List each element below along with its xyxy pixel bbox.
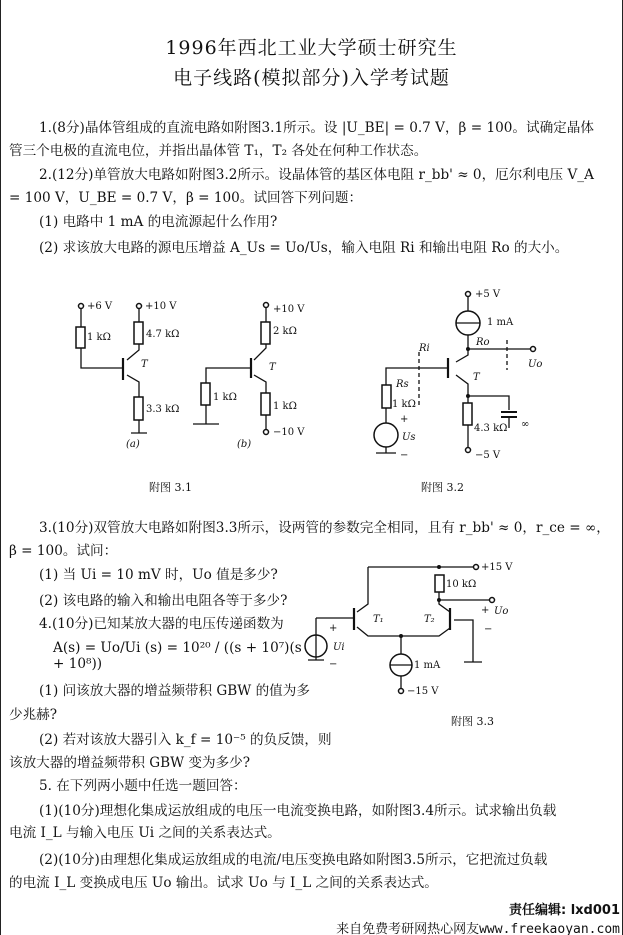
- uo-label: Uo: [494, 606, 509, 617]
- resistor-label: 1 kΩ: [392, 399, 416, 410]
- rs-label: Rs: [396, 379, 409, 390]
- resistor-label: 4.7 kΩ: [146, 329, 180, 340]
- subfigure-label: (a): [126, 439, 140, 450]
- q2-sub-1: (1) 电路中 1 mA 的电流源起什么作用?: [39, 214, 278, 230]
- figure-3-2: [374, 289, 542, 461]
- voltage-label: +10 V: [273, 304, 305, 315]
- voltage-label: −15 V: [407, 686, 439, 697]
- q2-line-1: 2.(12分)单管放大电路如附图3.2所示。设晶体管的基区体电阻 r_bb' ≈ 0，厄尔利电压 V_A: [39, 167, 594, 183]
- voltage-label: +15 V: [481, 562, 513, 573]
- title-line-2: 电子线路(模拟部分)入学考试题: [173, 67, 450, 89]
- resistor-label: 3.3 kΩ: [146, 404, 180, 415]
- uo-label: Uo: [528, 359, 543, 370]
- circuit-figures: [1, 0, 622, 935]
- minus-sign: −: [400, 450, 409, 461]
- transistor-label: T: [269, 362, 276, 373]
- resistor-label: 10 kΩ: [446, 579, 477, 590]
- q5-line-1: 5. 在下列两小题中任选一题回答：: [39, 778, 247, 794]
- resistor-label: 1 kΩ: [213, 392, 237, 403]
- figure-3-3: [305, 562, 513, 697]
- figure-3-1-caption: 附图 3.1: [149, 481, 192, 494]
- ro-label: Ro: [476, 337, 490, 348]
- current-label: 1 mA: [487, 317, 514, 328]
- figure-3-3-caption: 附图 3.3: [451, 715, 494, 728]
- resistor-label: 2 kΩ: [273, 326, 297, 337]
- minus-sign: −: [329, 659, 338, 670]
- q1-line-2: 管三个电极的直流电位，并指出晶体管 T₁，T₂ 各处在何种工作状态。: [9, 143, 428, 159]
- resistor-label: 1 kΩ: [87, 332, 111, 343]
- q3-sub-1: (1) 当 Ui = 10 mV 时，Uo 值是多少?: [39, 567, 278, 583]
- q4-line-1: 4.(10分)已知某放大器的电压传递函数为: [39, 616, 284, 632]
- ui-label: Ui: [333, 642, 345, 653]
- source-credit: 来自免费考研网热心网友www.freekaoyan.com: [336, 922, 620, 935]
- q3-line-1: 3.(10分)双管放大电路如附图3.3所示，设两管的参数完全相同，且有 r_bb' ≈ 0，r_ce = ∞，: [39, 520, 610, 536]
- q4-sub-2: (2) 若对该放大器引入 k_f = 10⁻⁵ 的负反馈，则: [39, 732, 332, 748]
- voltage-label: −5 V: [475, 450, 501, 461]
- plus-sign: +: [400, 414, 409, 425]
- q3-line-2: β = 100。试问：: [9, 543, 118, 559]
- current-label: 1 mA: [414, 660, 441, 671]
- transistor-label: T: [141, 359, 148, 370]
- q3-sub-2: (2) 该电路的输入和输出电阻各等于多少?: [39, 593, 288, 609]
- resistor-label: 4.3 kΩ: [474, 423, 508, 434]
- figure-3-1b: [193, 303, 305, 451]
- voltage-label: +10 V: [145, 301, 177, 312]
- plus-sign: +: [329, 623, 338, 634]
- q1-line-1: 1.(8分)晶体管组成的直流电路如附图3.1所示。设 |U_BE| = 0.7 V，β = 100。试确定晶体: [39, 120, 594, 136]
- q5-sub-2-cont: 的电流 I_L 变换成电压 Uo 输出。试求 Uo 与 I_L 之间的关系表达式。: [9, 875, 438, 891]
- q4-sub-1: (1) 问该放大器的增益频带积 GBW 的值为多: [39, 683, 310, 699]
- q2-line-2: = 100 V，U_BE = 0.7 V，β = 100。试回答下列问题：: [9, 190, 363, 206]
- q4-formula: A(s) = Uo/Ui (s) = 10²⁰ / ((s + 10⁷)(s + 10⁸)): [53, 640, 302, 672]
- us-label: Us: [402, 432, 416, 443]
- voltage-label: −10 V: [273, 427, 305, 438]
- resistor-label: 1 kΩ: [273, 401, 297, 412]
- ri-label: Ri: [419, 343, 430, 354]
- plus-sign: +: [481, 605, 490, 616]
- q4-sub-2-cont: 该放大器的增益频带积 GBW 变为多少?: [9, 755, 251, 771]
- q5-sub-2: (2)(10分)由理想化集成运放组成的电流/电压变换电路如附图3.5所示，它把流过负载: [39, 852, 548, 868]
- voltage-label: +5 V: [475, 289, 501, 300]
- q2-sub-2: (2) 求该放大电路的源电压增益 A_Us = Uo/Us，输入电阻 Ri 和输出电阻 Ro 的大小。: [39, 240, 569, 256]
- figure-3-2-caption: 附图 3.2: [421, 481, 464, 494]
- voltage-label: +6 V: [87, 301, 113, 312]
- q5-sub-1-cont: 电流 I_L 与输入电压 Ui 之间的关系表达式。: [9, 825, 281, 841]
- editor-credit: 责任编辑: lxd001: [508, 903, 620, 918]
- t1-label: T₁: [373, 614, 384, 625]
- title-line-1: 1996年西北工业大学硕士研究生: [165, 37, 458, 59]
- transistor-label: T: [473, 372, 480, 383]
- minus-sign: −: [484, 624, 493, 635]
- q4-sub-1-cont: 少兆赫?: [9, 707, 58, 723]
- t2-label: T₂: [424, 614, 435, 625]
- capacitor-label: ∞: [521, 419, 530, 430]
- subfigure-label: (b): [237, 439, 252, 450]
- q5-sub-1: (1)(10分)理想化集成运放组成的电压一电流变换电路，如附图3.4所示。试求输出负载: [39, 803, 557, 819]
- figure-3-1a: [76, 301, 179, 450]
